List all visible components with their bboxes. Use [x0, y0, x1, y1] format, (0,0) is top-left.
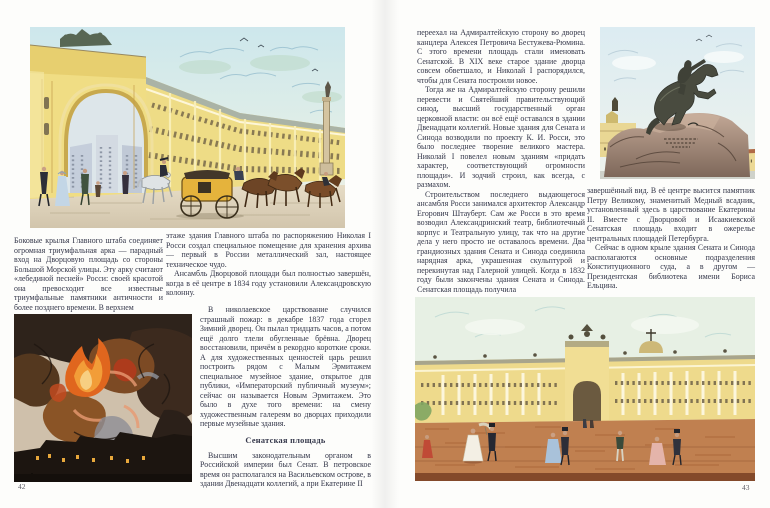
winter-palace-fire-illustration: [14, 314, 192, 482]
right-page: [385, 0, 770, 508]
paragraph: Сейчас в одном крыле здания Сената и Синода располагаются основные подразделения Конституционного суда, а в другом — Президентская библиотека имени Бориса Ельцина.: [587, 243, 755, 290]
right-column-1-text: [417, 28, 585, 294]
page-number-left: 42: [18, 482, 26, 491]
paragraph: Ансамбль Дворцовой площади был полностью завершён, когда в её центре в 1834 году установили Александровскую колонну.: [166, 269, 371, 297]
paragraph: Строительством последнего выдающегося ансамбля Росси занимался архитектор Александр Егорович Штауберт. Сам же Росси в это время возводил Александринский театр, библиотечный корпус и Театральную улицу, так что на другие дела у него просто не оставалось времени. Два грандиозных здания Сената и Синода соединила нарядная арка, украшенная скульптурой и перекинутая над Галерной улицей. Когда в 1832 году были закончены здания Сената и Синода. Сенатская площадь получила: [417, 189, 585, 294]
paragraph: В николаевское царствование случился страшный пожар: в декабре 1837 года сгорел Зимний дворец. Он пылал тридцать часов, а потом ещё долго тлели обугленные брёвна. Дворец восстановили, причём в рекордно короткие сроки. А для художественных ценностей царь решил построить рядом с Малым Эрмитажем специальное музейное здание, открытое для публики, «Императорский публичный музеум»; сейчас он называется Новым Эрмитажем. Это было в духе того времени: на смену художественным галереям во дворцах приходили первые музейные здания.: [200, 305, 371, 428]
paragraph: завершённый вид. В её центре высится памятник Петру Великому, знаменитый Медный всадник, установленный здесь в царствование Екатерины II. Вместе с Дворцовой и Исаакиевской Сенатская площадь входит в ожерелье центральных площадей Петербурга.: [587, 186, 755, 243]
section-heading: Сенатская площадь: [245, 435, 326, 445]
palace-square-arch-illustration: [30, 27, 345, 228]
left-column-2-text: [166, 231, 371, 298]
arch-opening: [573, 381, 601, 421]
senate-square-illustration: [415, 297, 755, 481]
senate-intro-block: [200, 451, 371, 489]
paragraph: переехал на Адмиралтейскую сторону во дворец канцлера Алексея Петровича Бестужева-Рюмина. С этого времени площадь стали именовать Сенатской. В XIX веке старое здание дворца совсем обветшало, и Николай I распорядился, чтобы для Сената построили новое.: [417, 28, 585, 85]
left-column-1-text: [14, 236, 163, 312]
right-column-2-text: [587, 186, 755, 291]
left-column-3-text: [200, 305, 371, 489]
bronze-horseman-illustration: [600, 27, 755, 179]
fire-paragraph-block: [200, 305, 371, 429]
paragraph: этаже здания Главного штаба по распоряжению Николая I Росси создал специальное помещение для хранения архива — первый в России металлический зал, настоящее техническое чудо.: [166, 231, 371, 269]
paragraph: Боковые крылья Главного штаба соединяет огромная триумфальная арка — парадный вход на Дворцовую площадь со стороны Большой Морской улицы. Эту арку считают «лебединой песней» Росси: своей красотой она превосходит все известные триумфальные памятники античности и более позднего времени. В верхнем: [14, 236, 163, 312]
page-number-right: 43: [742, 483, 750, 492]
paragraph: Высшим законодательным органом в Российской империи был Сенат. В петровское время он располагался на Васильевском острове, в здании Двенадцати коллегий, а при Екатерине II: [200, 450, 371, 488]
paragraph: Тогда же на Адмиралтейскую сторону решили перевести и Святейший правительствующий синод, высший государственный орган церковной власти: он всё ещё оставался в здании Двенадцати коллегий. Новые здания для Сената и Синода возводили по проекту К. И. Росси, это было последнее творение великого мастера. Николай I повелел новым зданиям «придать характер, соответствующий огромности площади». И зодчий строил, как всегда, с размахом.: [417, 85, 585, 189]
